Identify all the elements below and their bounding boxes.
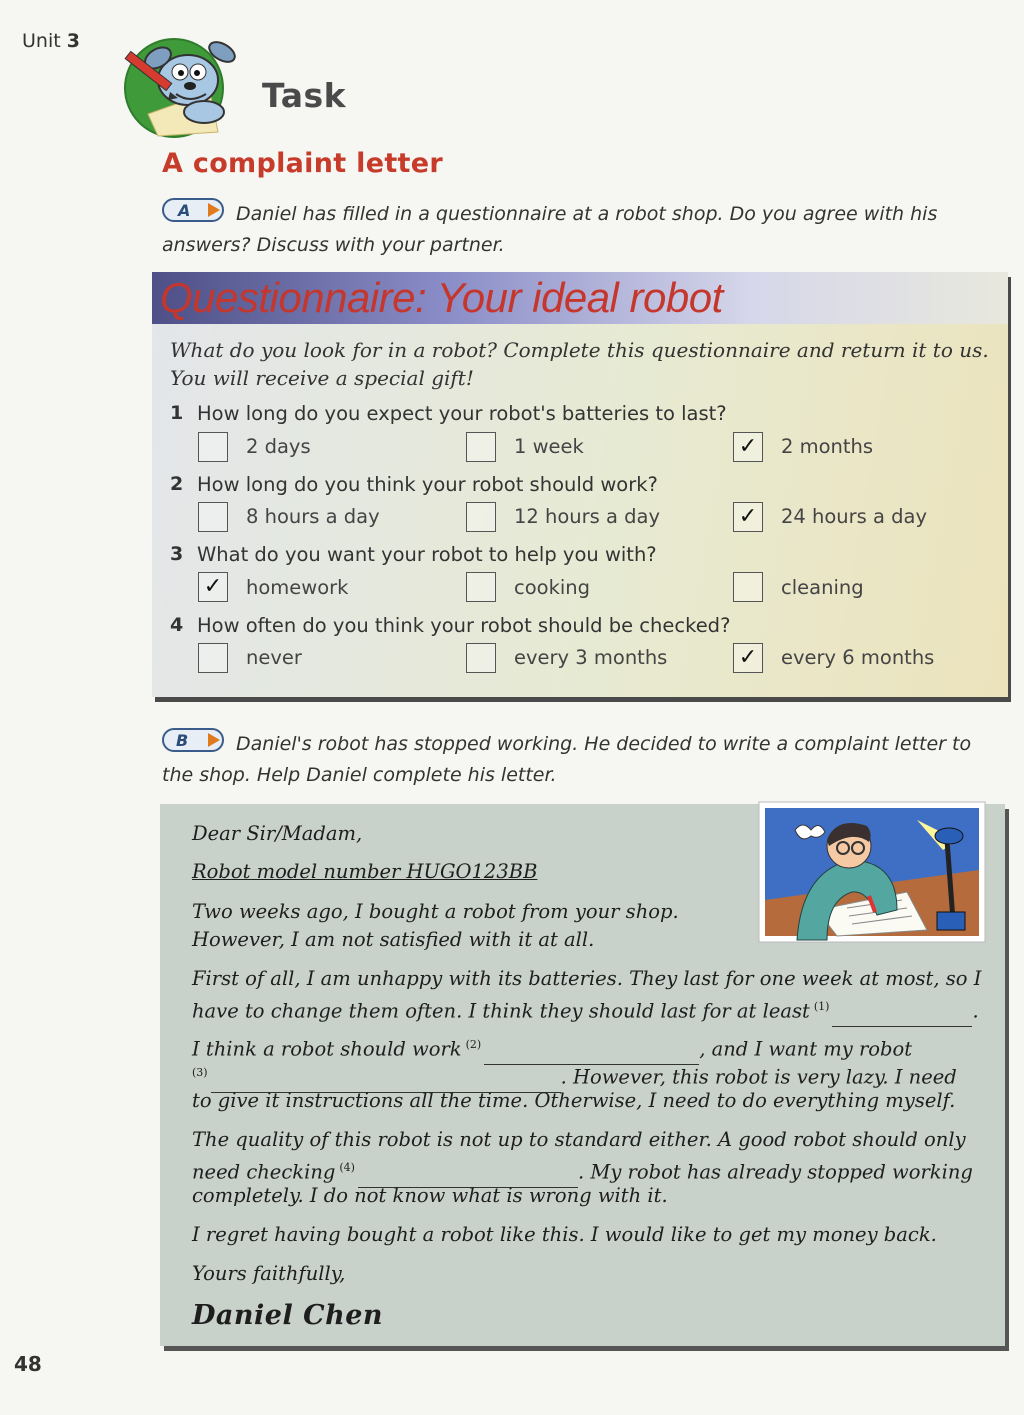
option-label: every 6 months [781, 646, 935, 669]
option-label: 8 hours a day [246, 505, 380, 528]
checkbox[interactable]: ✓ [733, 432, 763, 462]
checkbox[interactable] [198, 432, 228, 462]
question-text: How long do you expect your robot's batteries to last? [197, 402, 727, 425]
part-a-instruction [162, 198, 992, 260]
question-number: 4 [170, 614, 184, 636]
questionnaire-intro [170, 336, 1000, 392]
letter-p4-text-b: . My robot has already stopped working [577, 1160, 973, 1184]
blank-number: (3) [192, 1066, 208, 1079]
letter-p4-line3: completely. I do not know what is wrong with it. [192, 1184, 668, 1207]
option-label: 12 hours a day [514, 505, 661, 528]
letter-p2-line2 [192, 993, 979, 1027]
option-label: 1 week [514, 435, 584, 458]
letter-p1-line2: However, I am not satisfied with it at all. [192, 928, 595, 951]
unit-label: Unit 3 [22, 30, 80, 52]
letter-p3-line3: to give it instructions all the time. Otherwise, I need to do everything myself. [192, 1089, 956, 1112]
part-a-tag-letter: A [178, 201, 191, 220]
letter-p2-line1: First of all, I am unhappy with its batteries. They last for one week at most, so I [192, 967, 982, 990]
checkbox[interactable] [466, 432, 496, 462]
letter-p4-line1: The quality of this robot is not up to standard either. A good robot should only [192, 1128, 966, 1151]
letter-p2-end: . [972, 999, 979, 1023]
letter-p3-text-c: . However, this robot is very lazy. I need [560, 1065, 957, 1089]
checkbox[interactable]: ✓ [198, 572, 228, 602]
checkbox[interactable] [733, 572, 763, 602]
letter-p1-line1: Two weeks ago, I bought a robot from your shop. [192, 900, 679, 923]
part-a-text: Daniel has filled in a questionnaire at a robot shop. Do you agree with his answers? Discuss with your partner. [162, 203, 938, 256]
part-b-instruction [162, 728, 992, 790]
cartoon-dog-pencil-icon [118, 36, 248, 138]
letter-subject: Robot model number HUGO123BB [192, 860, 538, 883]
part-b-text: Daniel's robot has stopped working. He decided to write a complaint letter to the shop. Help Daniel complete his letter. [162, 733, 972, 786]
question-text: How long do you think your robot should work? [197, 473, 658, 496]
part-b-tag-letter: B [176, 731, 189, 750]
letter-p3-text-b: , and I want my robot [699, 1037, 913, 1061]
option-label: 24 hours a day [781, 505, 928, 528]
option-label: homework [246, 576, 349, 599]
intro-line-1: What do you look for in a robot? Complete this questionnaire and return it to us. [170, 338, 989, 362]
letter-signature: Daniel Chen [192, 1300, 384, 1331]
checkbox[interactable]: ✓ [733, 502, 763, 532]
option-label: 2 months [781, 435, 874, 458]
page-number: 48 [14, 1352, 42, 1376]
question-text: What do you want your robot to help you with? [197, 543, 657, 566]
letter-p5: I regret having bought a robot like this. I would like to get my money back. [192, 1223, 937, 1246]
letter-p3-text-a: I think a robot should work [192, 1037, 462, 1061]
letter-closing: Yours faithfully, [192, 1262, 346, 1285]
answer-blank-1[interactable] [832, 998, 972, 1027]
blank-number: (1) [813, 1000, 830, 1013]
question-text: How often do you think your robot should be checked? [197, 614, 731, 637]
intro-line-2: You will receive a special gift! [170, 366, 474, 390]
option-label: never [246, 646, 302, 669]
option-label: 2 days [246, 435, 311, 458]
checkbox[interactable] [466, 572, 496, 602]
question-number: 2 [170, 473, 184, 495]
part-b-tag-icon [162, 728, 226, 761]
questionnaire-title: Questionnaire: Your ideal robot [160, 274, 723, 321]
blank-number: (4) [339, 1161, 355, 1174]
letter-p4-text-a: need checking [192, 1160, 336, 1184]
task-title: Task [262, 76, 347, 115]
option-label: every 3 months [514, 646, 668, 669]
letter-p2-text: have to change them often. I think they should last for at least [192, 999, 810, 1023]
question-number: 3 [170, 543, 184, 565]
checkbox[interactable] [466, 643, 496, 673]
letter-greeting: Dear Sir/Madam, [192, 822, 363, 845]
checkbox[interactable] [198, 502, 228, 532]
checkbox[interactable] [198, 643, 228, 673]
option-label: cooking [514, 576, 591, 599]
question-number: 1 [170, 402, 184, 424]
checkbox[interactable] [466, 502, 496, 532]
option-label: cleaning [781, 576, 864, 599]
blank-number: (2) [465, 1038, 482, 1051]
boy-writing-letter-illustration [757, 800, 989, 946]
part-a-tag-icon [162, 198, 226, 231]
checkbox[interactable]: ✓ [733, 643, 763, 673]
section-title: A complaint letter [162, 148, 443, 179]
